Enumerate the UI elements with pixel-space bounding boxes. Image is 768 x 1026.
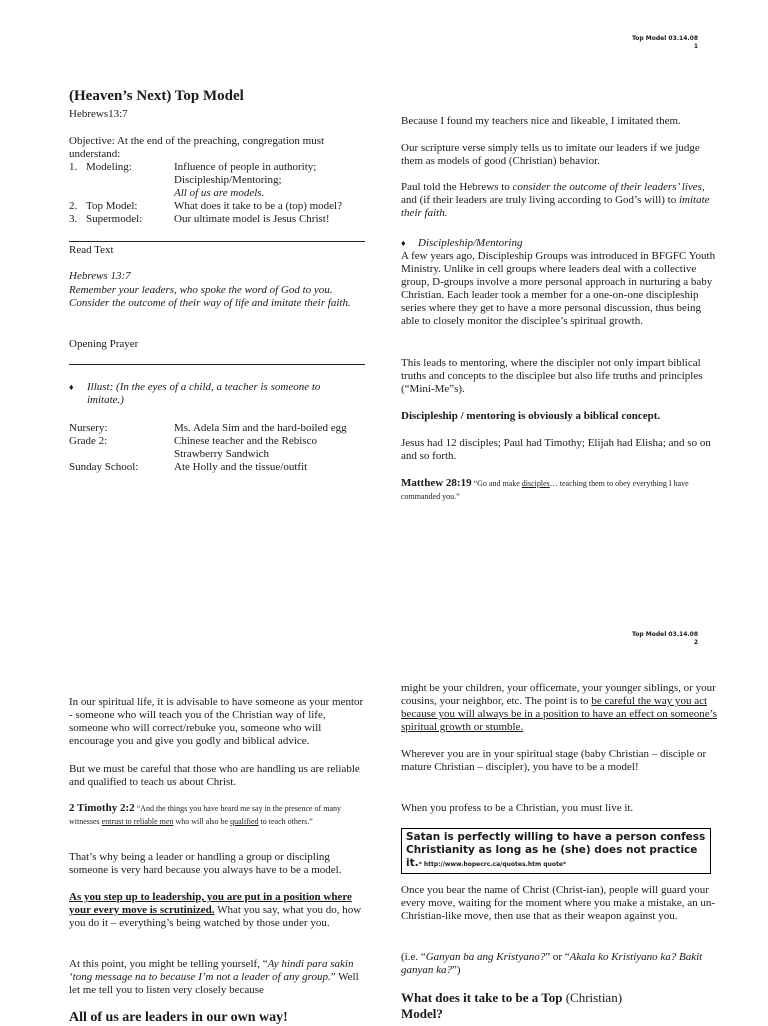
list-desc: What does it take to be a (top) model? [174, 200, 342, 212]
list-item [69, 435, 369, 461]
illustration-text: Illust: (In the eyes of a child, a teacher is someone to imitate.) [87, 381, 321, 406]
section-heading: All of us are leaders in our own way! [69, 1010, 288, 1025]
quote-text: Satan is perfectly willing to have a person confess Christianity as long as he (she) does not practice it. [406, 831, 706, 869]
paragraph: This leads to mentoring, where the discipler not only impart biblical truths and concepts to the disciplee but also life truths and principles (“Mini-Me”s). [401, 357, 703, 395]
list-desc: Influence of people in authority; [174, 161, 317, 173]
text-span: (Christian) [565, 990, 623, 1005]
list-desc: Our ultimate model is Jesus Christ! [174, 213, 330, 225]
illustration-list [69, 422, 369, 482]
list-item [69, 200, 369, 213]
text-span: … teaching them to obey everything I have commanded you.” [401, 479, 689, 501]
scripture-reference: Matthew 28:19 [401, 477, 472, 489]
list-term: Modeling: [86, 161, 132, 173]
paragraph: Because I found my teachers nice and likeable, I imitated them. [401, 115, 681, 127]
list-item [69, 187, 369, 200]
bullet-icon: ♦ [69, 382, 74, 392]
list-number: 2. [69, 200, 78, 212]
list-number: 3. [69, 213, 78, 225]
scripture-quote [69, 802, 367, 828]
list-desc: Chinese teacher and the Rebisco Strawberry Sandwich [174, 435, 317, 460]
paragraph: Once you bear the name of Christ (Christ-ian), people will guard your every move, waiting for the moment where you make a mistake, an un-Christian-like move, then use that as their weapon against you. [401, 884, 716, 922]
list-label: Grade 2: [69, 435, 108, 447]
text-span: ”) [452, 964, 461, 976]
list-number: 1. [69, 161, 78, 173]
verse-reference: Hebrews 13:7 [69, 270, 131, 282]
quote-source: * http://www.hopecrc.ca/quotes.htm quote* [418, 861, 567, 868]
quote-box [401, 828, 711, 874]
divider [69, 241, 365, 242]
paragraph: Our scripture verse simply tells us to imitate our leaders if we judge them as models of good (Christian) behavior. [401, 142, 700, 167]
scripture-reference: Hebrews13:7 [69, 108, 128, 120]
page-title: (Heaven’s Next) Top Model [69, 88, 244, 104]
page1-header-title: Top Model 03.14.08 [631, 35, 698, 42]
text-span: Model? [401, 1006, 443, 1021]
list-item [69, 461, 369, 474]
text-span: qualified [230, 817, 259, 826]
text-span: and (if their leaders are truly living according to God’s will) to [401, 194, 679, 206]
text-span: ” or “ [545, 951, 570, 963]
section-heading [401, 990, 661, 1022]
text-span: Paul told the Hebrews to [401, 181, 513, 193]
list-item [69, 174, 369, 187]
paragraph [401, 682, 719, 734]
text-span: (i.e. “ [401, 951, 426, 963]
text-span: be careful the way you act because you will always be in a position to have an effect on someone’s spiritual growth or stumble. [401, 695, 717, 733]
list-item [69, 213, 369, 226]
text-span: What does it take to be a Top [401, 990, 566, 1005]
read-text-label: Read Text [69, 244, 114, 256]
scripture-reference: 2 Timothy 2:2 [69, 802, 135, 814]
text-span: Ay hindi para sakin ‘tong message na to because I’m not a leader of any group. [69, 958, 354, 983]
paragraph [401, 181, 719, 220]
divider [69, 364, 365, 365]
verse-text: Remember your leaders, who spoke the word of God to you. Consider the outcome of their way of life and imitate their faith. [69, 284, 351, 309]
opening-prayer: Opening Prayer [69, 338, 139, 350]
text-span: “And the things you have heard me say in the presence of many witnesses [69, 804, 341, 826]
text-span: who will also be [173, 817, 231, 826]
objective-text: Objective: At the end of the preaching, congregation must understand: [69, 135, 325, 160]
list-desc: All of us are models. [174, 187, 265, 199]
text-span: As you step up to leadership, you are put in a position where your every move is scrutinized. [69, 891, 352, 916]
paragraph: Wherever you are in your spiritual stage (baby Christian – disciple or mature Christian – discipler), you have to be a model! [401, 748, 707, 773]
list-desc: Discipleship/Mentoring; [174, 174, 282, 186]
text-span: “Go and make [471, 479, 522, 488]
list-desc: Ms. Adela Sim and the hard-boiled egg [174, 422, 347, 434]
page2-header-title: Top Model 03.14.08 [631, 631, 698, 638]
text-span: entrust to reliable men [101, 817, 174, 826]
paragraph-emphasis: Discipleship / mentoring is obviously a biblical concept. [401, 410, 661, 422]
paragraph: When you profess to be a Christian, you must live it. [401, 802, 634, 814]
text-span: What you say, what you do, how you do it – everything’s being watched by those under you. [69, 904, 362, 929]
text-span: imitate their faith. [401, 194, 710, 219]
list-desc: Ate Holly and the tissue/outfit [174, 461, 308, 473]
page1-header-number: 1 [693, 43, 698, 50]
text-span: Akala ko Kristiyano ka? Bakit ganyan ka? [401, 951, 703, 976]
text-span: At this point, you might be telling yourself, “ [69, 958, 268, 970]
list-label: Sunday School: [69, 461, 139, 473]
text-span: Ganyan ba ang Kristyano? [425, 951, 546, 963]
text-span: to teach others.” [258, 817, 313, 826]
page2-header-number: 2 [693, 639, 698, 646]
text-span: consider the outcome of their leaders’ lives, [512, 181, 705, 193]
text-span: ” Well let me tell you to listen very closely because [69, 971, 359, 996]
list-item [69, 161, 369, 174]
paragraph: A few years ago, Discipleship Groups was introduced in BFGFC Youth Ministry. Unlike in cell groups where leaders deal with a collective group, D-groups involve a more personal approach in nurturing a baby Christian. Each leader took a member for a one-on-one discipleship series where they get to have a more personal discussion, thus being able to closely monitor the disciplee’s spiritual growth. [401, 250, 716, 327]
paragraph [69, 891, 367, 930]
list-term: Supermodel: [86, 213, 143, 225]
paragraph: That’s why being a leader or handling a group or discipling someone is very hard because you always have to be a model. [69, 851, 342, 876]
list-item [69, 422, 369, 435]
paragraph [401, 951, 719, 977]
list-label: Nursery: [69, 422, 108, 434]
paragraph: Jesus had 12 disciples; Paul had Timothy; Elijah had Elisha; and so on and so forth. [401, 437, 711, 462]
page2-header [558, 631, 698, 647]
paragraph: In our spiritual life, it is advisable to have someone as your mentor - someone who will teach you of the Christian way of life, someone who will correct/rebuke you, someone who will encourage you and give you godly and biblical advice. [69, 696, 364, 747]
text-span: might be your children, your officemate, your younger siblings, or your cousins, your neighbor, etc. The point is to [401, 682, 716, 707]
paragraph [69, 958, 367, 997]
scripture-quote [401, 477, 701, 503]
paragraph: But we must be careful that those who are handling us are reliable and qualified to teach us about Christ. [69, 763, 360, 788]
page1-header [558, 35, 698, 51]
objective-list [69, 161, 369, 226]
bullet-icon: ♦ [401, 238, 406, 248]
section-heading: Discipleship/Mentoring [418, 237, 523, 249]
text-span: disciples [521, 479, 550, 488]
list-term: Top Model: [86, 200, 138, 212]
